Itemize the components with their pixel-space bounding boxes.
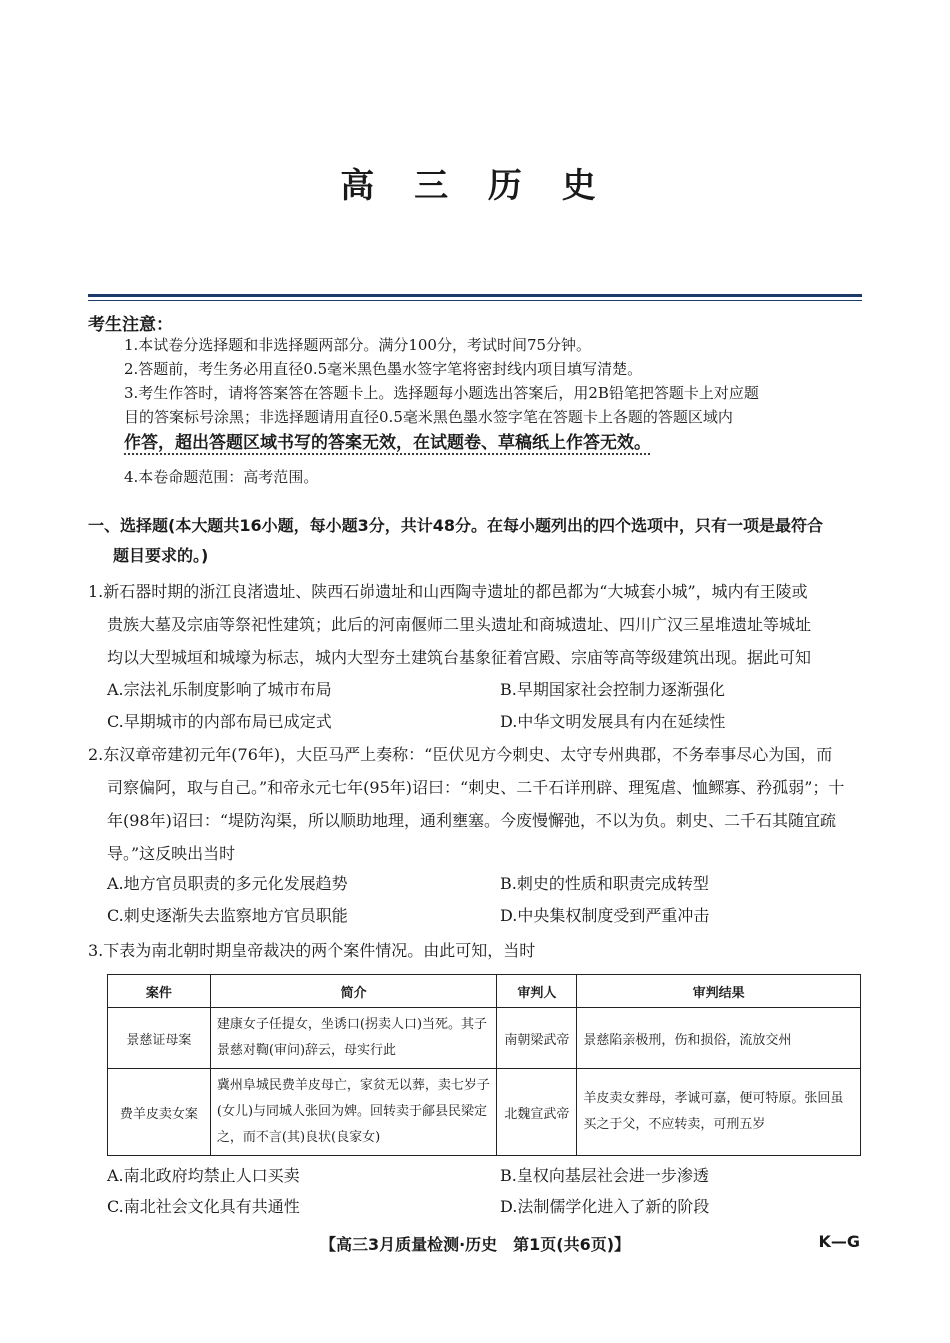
paper-code: K—G xyxy=(818,1232,860,1251)
q3-option-b[interactable]: B.皇权向基层社会进一步渗透 xyxy=(500,1166,709,1185)
page-footer: 【高三3月质量检测·历史 第1页(共6页)】 xyxy=(319,1235,631,1254)
cell-intro: 冀州阜城民费羊皮母亡，家贫无以葬，卖七岁子(女儿)与同城人张回为婢。回转卖于鄃县民梁定之，而不言(其)良状(良家女) xyxy=(210,1069,497,1156)
cell-result: 景慈陷亲极刑，伤和损俗，流放交州 xyxy=(577,1008,861,1069)
cell-intro: 建康女子任提女，坐诱口(拐卖人口)当死。其子景慈对鞫(审问)辞云，母实行此 xyxy=(210,1008,497,1069)
section-heading-cont: 题目要求的。) xyxy=(113,546,209,565)
table-header-row xyxy=(108,975,861,1008)
q2-line-4: 导。”这反映出当时 xyxy=(107,844,236,863)
table-row xyxy=(108,1008,861,1069)
q2-option-a[interactable]: A.地方官员职责的多元化发展趋势 xyxy=(107,874,348,893)
q1-line-3: 均以大型城垣和城壕为标志，城内大型夯土建筑台基象征着宫殿、宗庙等高等级建筑出现。据此可知 xyxy=(107,648,812,667)
q2-option-b[interactable]: B.刺史的性质和职责完成转型 xyxy=(500,874,709,893)
notice-item-2: 2.答题前，考生务必用直径0.5毫米黑色墨水签字笔将密封线内项目填写清楚。 xyxy=(124,360,643,378)
q2-line-2: 司察偏阿，取与自己。”和帝永元七年(95年)诏曰：“刺史、二千石详刑辟、理冤虐、恤鳏寡、矜孤弱”；十 xyxy=(107,778,845,797)
cell-result: 羊皮卖女葬母，孝诚可嘉，便可特原。张回虽买之于父，不应转卖，可刑五岁 xyxy=(577,1069,861,1156)
q2-option-c[interactable]: C.刺史逐渐失去监察地方官员职能 xyxy=(107,906,348,925)
q1-option-b[interactable]: B.早期国家社会控制力逐渐强化 xyxy=(500,680,725,699)
header-rule-thick xyxy=(88,294,862,297)
q2-line-3: 年(98年)诏曰：“堤防沟渠，所以顺助地理，通利壅塞。今废慢懈弛，不以为负。刺史、二千石其随宜疏 xyxy=(107,811,837,830)
cases-table xyxy=(107,974,861,1156)
q1-line-1: 1.新石器时期的浙江良渚遗址、陕西石峁遗址和山西陶寺遗址的都邑都为“大城套小城”，城内有王陵或 xyxy=(88,582,808,601)
q3-stem: 3.下表为南北朝时期皇帝裁决的两个案件情况。由此可知，当时 xyxy=(88,941,536,960)
notice-heading: 考生注意： xyxy=(88,315,173,335)
table-row xyxy=(108,1069,861,1156)
header-rule-thin xyxy=(88,300,862,301)
header-intro: 简介 xyxy=(210,975,497,1008)
q1-line-2: 贵族大墓及宗庙等祭祀性建筑；此后的河南偃师二里头遗址和商城遗址、四川广汉三星堆遗址等城址 xyxy=(107,615,812,634)
header-result: 审判结果 xyxy=(577,975,861,1008)
q3-option-c[interactable]: C.南北社会文化具有共通性 xyxy=(107,1197,300,1216)
cell-case: 费羊皮卖女案 xyxy=(108,1069,211,1156)
header-judge: 审判人 xyxy=(497,975,577,1008)
q2-option-d[interactable]: D.中央集权制度受到严重冲击 xyxy=(500,906,710,925)
notice-item-1: 1.本试卷分选择题和非选择题两部分。满分100分，考试时间75分钟。 xyxy=(124,336,592,354)
notice-item-3-emphasis: 作答，超出答题区域书写的答案无效，在试题卷、草稿纸上作答无效。 xyxy=(124,433,651,453)
section-heading: 一、选择题(本大题共16小题，每小题3分，共计48分。在每小题列出的四个选项中，只有一项是最符合 xyxy=(88,516,823,535)
header-case: 案件 xyxy=(108,975,211,1008)
page-title: 高 三 历 史 xyxy=(340,166,610,206)
cell-case: 景慈证母案 xyxy=(108,1008,211,1069)
notice-item-3-cont: 目的答案标号涂黑；非选择题请用直径0.5毫米黑色墨水签字笔在答题卡上各题的答题区域内 xyxy=(124,408,733,426)
q3-option-d[interactable]: D.法制儒学化进入了新的阶段 xyxy=(500,1197,710,1216)
cell-judge: 北魏宣武帝 xyxy=(497,1069,577,1156)
q1-option-a[interactable]: A.宗法礼乐制度影响了城市布局 xyxy=(107,680,332,699)
cell-judge: 南朝梁武帝 xyxy=(497,1008,577,1069)
q1-option-d[interactable]: D.中华文明发展具有内在延续性 xyxy=(500,712,726,731)
q1-option-c[interactable]: C.早期城市的内部布局已成定式 xyxy=(107,712,332,731)
q2-line-1: 2.东汉章帝建初元年(76年)，大臣马严上奏称：“臣伏见方今刺史、太守专州典郡，不务奉事尽心为国，而 xyxy=(88,745,833,764)
notice-item-3: 3.考生作答时，请将答案答在答题卡上。选择题每小题选出答案后，用2B铅笔把答题卡上对应题 xyxy=(124,384,759,402)
notice-item-4: 4.本卷命题范围：高考范围。 xyxy=(124,468,319,486)
q3-option-a[interactable]: A.南北政府均禁止人口买卖 xyxy=(107,1166,300,1185)
